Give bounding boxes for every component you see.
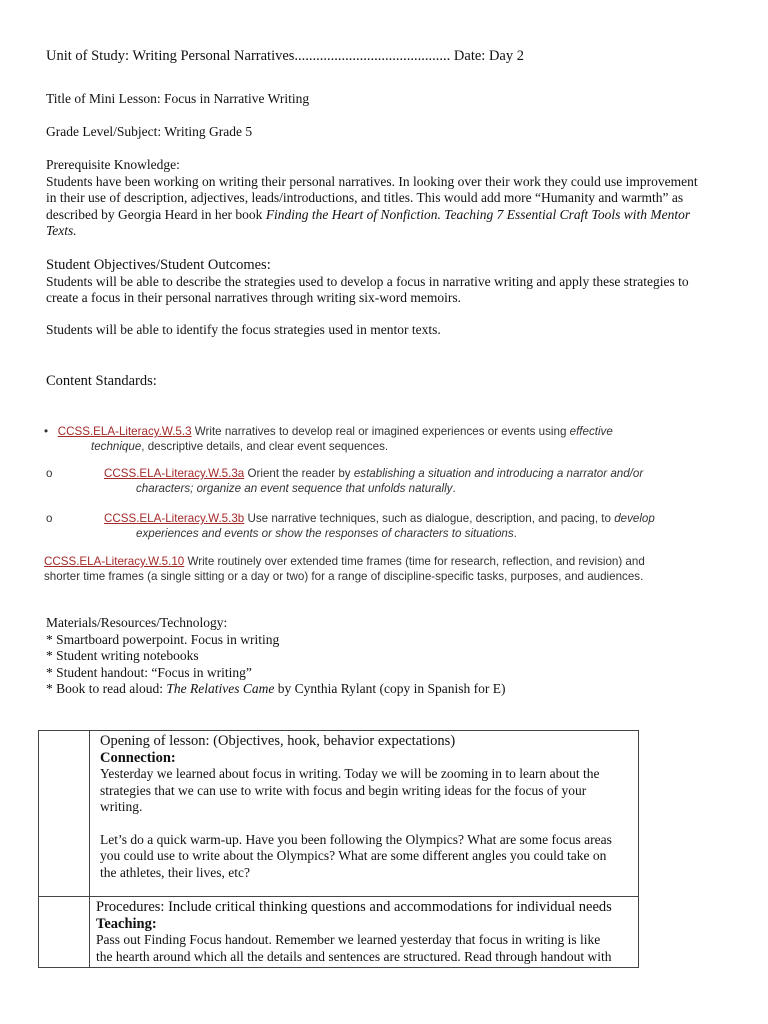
procedures-cell: Procedures: Include critical thinking questions and accommodations for individual needs Teaching: Pass out Finding Focus handout. Remember we learned yesterday that focus in writing is like the hearth around which all the details and sentences are structured. Read through handout with	[90, 897, 639, 968]
standard-item-w53a: o CCSS.ELA-Literacy.W.5.3a Orient the reader by establishing a situation and introducing a narrator and/or characters; organize an event sequence that unfolds naturally.	[46, 467, 644, 495]
materials-item: * Student handout: “Focus in writing”	[46, 664, 252, 680]
materials-item: * Smartboard powerpoint. Focus in writing	[46, 631, 280, 647]
procedures-heading: Procedures: Include critical thinking questions and accommodations for individual needs	[96, 899, 612, 915]
title-value: Focus in Narrative Writing	[164, 91, 310, 106]
standard-item-w510: CCSS.ELA-Literacy.W.5.10 Write routinely over extended time frames (time for research, reflection, and revision) and shorter time frames (a single sitting or a day or two) for a range of discipline-specific tasks, purposes, and audiences.	[44, 555, 645, 583]
standard-link-w510[interactable]: CCSS.ELA-Literacy.W.5.10	[44, 555, 185, 568]
opening-heading: Opening of lesson: (Objectives, hook, behavior expectations)	[100, 733, 456, 749]
materials-section	[46, 615, 746, 698]
objectives-heading: Student Objectives/Student Outcomes:	[46, 257, 271, 273]
bullet: •	[44, 425, 49, 438]
connection-heading: Connection:	[100, 749, 176, 766]
standard-link-w53[interactable]: CCSS.ELA-Literacy.W.5.3	[57, 425, 192, 438]
objectives-section	[46, 257, 746, 338]
prerequisite-heading: Prerequisite Knowledge:	[46, 157, 180, 172]
materials-item: * Book to read aloud: The Relatives Came by Cynthia Rylant (copy in Spanish for E)	[46, 681, 506, 696]
teaching-heading: Teaching:	[96, 915, 157, 932]
unit-line: Unit of Study: Writing Personal Narratives........................................... Date: Day 2	[46, 48, 524, 64]
materials-item: * Student writing notebooks	[46, 648, 199, 663]
book-title-cont: Texts.	[46, 223, 77, 238]
standard-link-w53a[interactable]: CCSS.ELA-Literacy.W.5.3a	[104, 467, 245, 480]
standard-item-w53: • CCSS.ELA-Literacy.W.5.3 Write narratives to develop real or imagined experiences or events using effective technique, descriptive details, and clear event sequences.	[44, 425, 613, 453]
prerequisite-line: in their use of description, adjectives, leads/introductions, and titles. This would add more “Humanity and warmth” as	[46, 190, 684, 205]
prerequisite-line	[46, 207, 746, 224]
standard-item-w53b: o CCSS.ELA-Literacy.W.5.3b Use narrative techniques, such as dialogue, description, and pacing, to develop experiences and events or show the responses of characters to situations.	[46, 512, 655, 540]
standards-heading: Content Standards:	[46, 373, 157, 389]
objectives-para2: Students will be able to identify the focus strategies used in mentor texts.	[46, 321, 441, 337]
read-aloud-title: The Relatives Came	[166, 681, 275, 696]
row-number-cell	[39, 731, 90, 897]
title-line	[46, 91, 309, 108]
standard-link-w53b[interactable]: CCSS.ELA-Literacy.W.5.3b	[104, 512, 245, 525]
prerequisite-line3-prefix: described by Georgia Heard in her book	[46, 206, 266, 222]
bullet: o	[46, 512, 53, 525]
objectives-line: Students will be able to describe the strategies used to develop a focus in narrative writing and apply these strategies to	[46, 273, 689, 289]
prerequisite-line: Students have been working on writing their personal narratives. In looking over their work they could use improvement	[46, 173, 698, 189]
prerequisite-section	[46, 157, 746, 240]
materials-heading: Materials/Resources/Technology:	[46, 615, 228, 630]
title-label: Title of Mini Lesson:	[46, 91, 165, 106]
lesson-row-procedures	[39, 897, 639, 968]
bullet: o	[46, 467, 53, 480]
opening-cell: Opening of lesson: (Objectives, hook, behavior expectations) Connection: Yesterday we learned about focus in writing. Today we will be zooming in to learn about the strategies that we can use to write with focus and begin writing ideas for the focus of your writing. Let’s do a quick warm-up. Have you been following the Olympics? What are some focus areas you could use to write about the Olympics? What are some different angles you could take on the athletes, their lives, etc?	[90, 731, 639, 897]
row-number-cell	[39, 897, 90, 968]
objectives-line: create a focus in their personal narratives through writing six-word memoirs.	[46, 290, 461, 305]
book-title: Finding the Heart of Nonfiction. Teaching 7 Essential Craft Tools with Mentor	[265, 206, 691, 222]
grade-line: Grade Level/Subject: Writing Grade 5	[46, 124, 253, 139]
lesson-table	[38, 730, 639, 968]
lesson-row-opening	[39, 731, 639, 897]
